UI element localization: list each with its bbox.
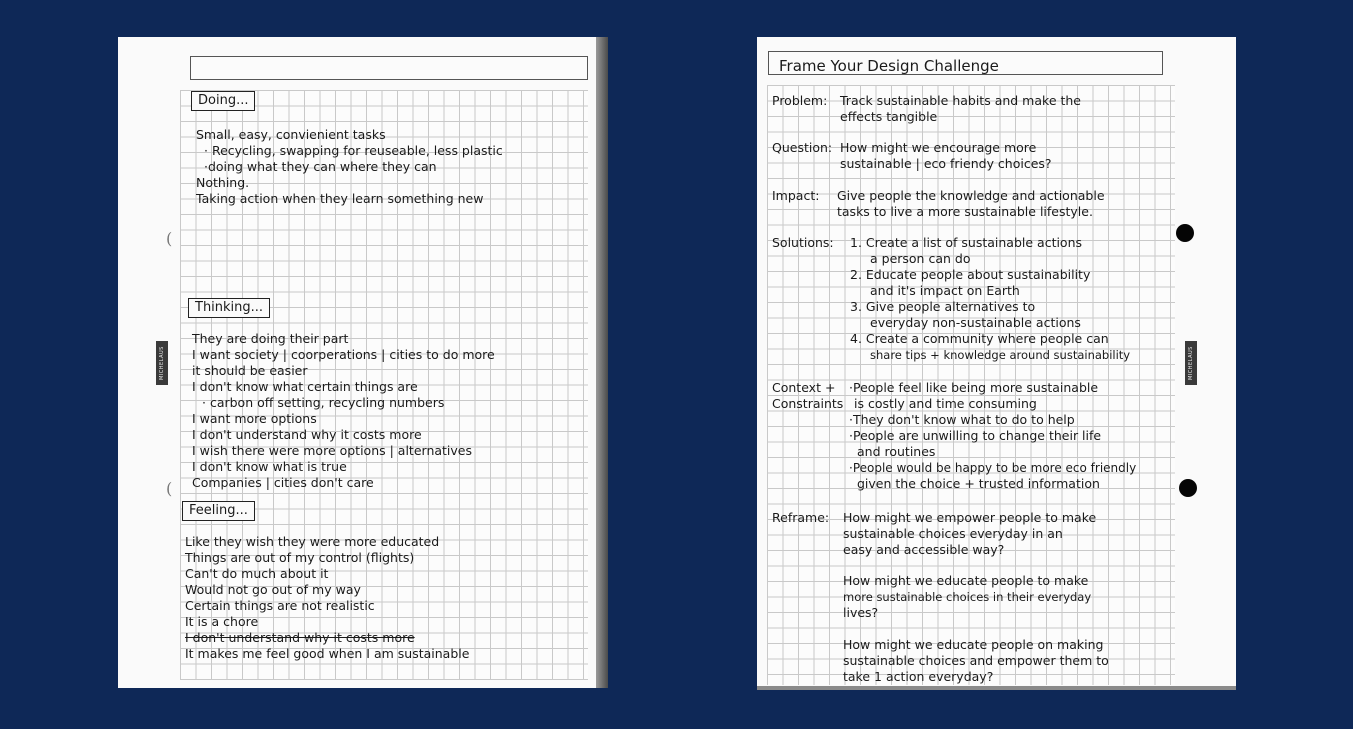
list-item: I want more options bbox=[192, 411, 317, 426]
list-item: ·People are unwilling to change their life bbox=[849, 428, 1102, 443]
text-line: sustainable choices and empower them to bbox=[843, 653, 1109, 668]
text-line: lives? bbox=[843, 605, 879, 620]
list-item: 2. Educate people about sustainability bbox=[850, 267, 1091, 282]
page-edge-shadow bbox=[596, 37, 608, 688]
list-item: 4. Create a community where people can bbox=[850, 331, 1109, 346]
page-tab: MICHELAUS bbox=[1185, 341, 1197, 385]
reframe-option-2 bbox=[843, 573, 1091, 621]
reframe-label: Reframe: bbox=[772, 510, 830, 525]
text-line: How might we educate people on making bbox=[843, 637, 1104, 652]
label-line: Constraints bbox=[772, 396, 844, 411]
design-challenge-page bbox=[757, 37, 1236, 690]
problem-label: Problem: bbox=[772, 93, 828, 108]
text-line: How might we educate people to make bbox=[843, 573, 1089, 588]
punch-hole bbox=[1179, 479, 1197, 497]
list-item: 1. Create a list of sustainable actions bbox=[850, 235, 1083, 250]
context-list bbox=[849, 380, 1136, 492]
list-item: Companies | cities don't care bbox=[192, 475, 374, 490]
question-text bbox=[840, 140, 1052, 172]
list-item: · Recycling, swapping for reuseable, less plastic bbox=[204, 143, 503, 158]
reframe-option-1 bbox=[843, 510, 1096, 558]
text-line: easy and accessible way? bbox=[843, 542, 1005, 557]
doing-list bbox=[196, 127, 503, 207]
list-item: I want society | coorperations | cities to do more bbox=[192, 347, 495, 362]
page-tab: MICHELAUS bbox=[156, 341, 168, 385]
list-item: Can't do much about it bbox=[185, 566, 329, 581]
list-item: Certain things are not realistic bbox=[185, 598, 375, 613]
list-item: Nothing. bbox=[196, 175, 250, 190]
list-item: I wish there were more options | alternatives bbox=[192, 443, 472, 458]
list-item: 3. Give people alternatives to bbox=[850, 299, 1036, 314]
feeling-list bbox=[185, 534, 469, 662]
list-item: Would not go out of my way bbox=[185, 582, 361, 597]
list-item: I don't know what certain things are bbox=[192, 379, 418, 394]
list-item: is costly and time consuming bbox=[854, 396, 1037, 411]
list-item: share tips + knowledge around sustainability bbox=[870, 348, 1131, 362]
text-line: more sustainable choices in their everyday bbox=[843, 590, 1092, 604]
list-item: and routines bbox=[857, 444, 936, 459]
page-title: Frame Your Design Challenge bbox=[779, 57, 999, 75]
doing-heading: Doing... bbox=[191, 91, 255, 111]
list-item: and it's impact on Earth bbox=[870, 283, 1020, 298]
list-item: ·They don't know what to do to help bbox=[849, 412, 1075, 427]
impact-label: Impact: bbox=[772, 188, 820, 203]
text-line: sustainable choices everyday in an bbox=[843, 526, 1063, 541]
list-item: · carbon off setting, recycling numbers bbox=[202, 395, 445, 410]
feeling-heading: Feeling... bbox=[182, 501, 255, 521]
list-item: It makes me feel good when I am sustainable bbox=[185, 646, 470, 661]
text-line: How might we encourage more bbox=[840, 140, 1037, 155]
list-item: Like they wish they were more educated bbox=[185, 534, 440, 549]
list-item: given the choice + trusted information bbox=[857, 476, 1100, 491]
list-item: everyday non-sustainable actions bbox=[870, 315, 1081, 330]
list-item: ·People would be happy to be more eco friendly bbox=[849, 461, 1137, 475]
reframe-option-3 bbox=[843, 637, 1109, 685]
list-item: Small, easy, convienient tasks bbox=[196, 127, 386, 142]
label-line: Context + bbox=[772, 380, 836, 395]
problem-text bbox=[840, 93, 1081, 125]
question-label: Question: bbox=[772, 140, 833, 155]
text-line: take 1 action everyday? bbox=[843, 669, 994, 684]
list-item: a person can do bbox=[870, 251, 971, 266]
list-item: ·doing what they can where they can bbox=[204, 159, 437, 174]
context-label bbox=[772, 380, 843, 412]
struck-list-item: I don't understand why it costs more bbox=[185, 630, 415, 645]
thinking-list bbox=[192, 331, 495, 491]
ring-mark: ( bbox=[166, 229, 173, 248]
list-item: it should be easier bbox=[192, 363, 308, 378]
text-line: sustainable | eco friendy choices? bbox=[840, 156, 1052, 171]
list-item: Taking action when they learn something new bbox=[196, 191, 484, 206]
text-line: How might we empower people to make bbox=[843, 510, 1097, 525]
page-edge-shadow bbox=[757, 686, 1236, 690]
text-line: Give people the knowledge and actionable bbox=[837, 188, 1105, 203]
solutions-list bbox=[850, 235, 1130, 363]
list-item: They are doing their part bbox=[192, 331, 349, 346]
list-item: ·People feel like being more sustainable bbox=[849, 380, 1099, 395]
text-line: Track sustainable habits and make the bbox=[840, 93, 1081, 108]
ring-mark: ( bbox=[166, 479, 173, 498]
list-item: I don't know what is true bbox=[192, 459, 347, 474]
title-box bbox=[190, 56, 588, 80]
punch-hole bbox=[1176, 224, 1194, 242]
empathy-map-page bbox=[118, 37, 608, 688]
solutions-label: Solutions: bbox=[772, 235, 834, 250]
list-item: Things are out of my control (flights) bbox=[185, 550, 415, 565]
thinking-heading: Thinking... bbox=[188, 298, 270, 318]
text-line: tasks to live a more sustainable lifestyle. bbox=[837, 204, 1093, 219]
text-line: effects tangible bbox=[840, 109, 938, 124]
list-item: I don't understand why it costs more bbox=[192, 427, 422, 442]
list-item: It is a chore bbox=[185, 614, 259, 629]
impact-text bbox=[837, 188, 1105, 220]
